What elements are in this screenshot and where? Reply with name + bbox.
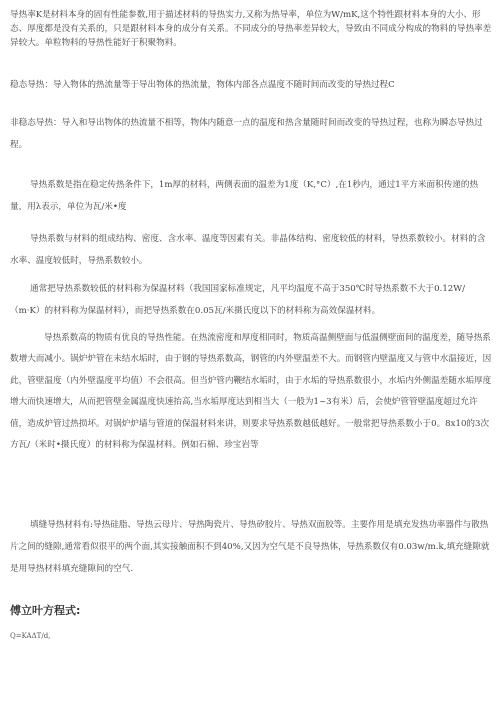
paragraph-gap-filling-materials: 填缝导热材料有:导热硅脂、导热云母片、导热陶瓷片、导热矽胶片、导热双面胶等。主要作用是填充发热功率器件与散热片之间的缝隙,通常看似很平的两个面,其实接触面积不到40%,又因为空气是不良导热体，导热系数仅有0.03w/m.k,填充缝隙就是用导热材料填充缝隙间的空气. bbox=[10, 520, 490, 574]
paragraph-coefficient-definition: 导热系数是指在稳定传热条件下，1m厚的材料，两侧表面的温差为1度（K,°C）,在1秒内，通过1平方米面积传递的热量，用λ表示，单位为瓦/米•度 bbox=[10, 180, 479, 212]
fourier-equation-heading: 傅立叶方程式: bbox=[10, 604, 81, 617]
paragraph-unsteady-state-conduction: 非稳态导热：导入和导出物体的热流量不相等，物体内随意一点的温度和热含量随时间而改变的导热过程，也称为瞬态导热过程。 bbox=[10, 118, 483, 150]
paragraph-thermal-conductivity-definition: 导热率K是材料本身的固有性能参数,用于描述材料的导热实力,又称为热导率，单位为W/mK,这个特性跟材料本身的大小、形态、厚度都是没有关系的，只是跟材料本身的成分有关系。不同成分的导热率差异较大，导致由不同成分构成的物料的导热率差异较大。单粒物料的导热性能好于积聚物料。 bbox=[10, 10, 492, 49]
paragraph-insulation-materials: 通常把导热系数较低的材料称为保温材料（我国国家标准规定，凡平均温度不高于350℃时导热系数不大于0.12W/（m·K）的材料称为保温材料），而把导热系数在0.05瓦/米摄氏度以下的材料称为高效保温材料。 bbox=[10, 284, 466, 316]
paragraph-coefficient-factors: 导热系数与材料的组成结构、密度、含水率、温度等因素有关。非晶体结构、密度较低的材料，导热系数较小。材料的含水率、温度较低时，导热系数较小。 bbox=[10, 234, 486, 266]
paragraph-boiler-tube-scale: 导热系数高的物质有优良的导热性能。在热流密度和厚度相同时，物质高温侧壁面与低温侧壁面间的温度差，随导热系数增大而减小。锅炉炉管在未结水垢时，由于钢的导热系数高，钢管的内外壁温差不大。而钢管内壁温度又与管中水温接近，因此，管壁温度（内外壁温度平均值）不会很高。但当炉管内鞭结水垢时，由于水垢的导热系数很小，水垢内外侧温差随水垢厚度增大而快速增大，从而把管壁金属温度快速抬高,当水垢厚度达到相当大（一般为1~3有米）后，会使炉管管壁温度超过允许值，造成炉管过热损坏。对锅炉炉墙与管道的保温材料来讲，则要求导热系数越低越好。一般常把导热系数小于0。8x10的3次方瓦/（米时•摄氏度）的材料称为保温材料。例如石棉、珍宝岩等 bbox=[10, 333, 492, 451]
paragraph-steady-state-conduction: 稳态导热：导入物体的热流量等于导出物体的热流量，物体内部各点温度不随时间而改变的导热过程C bbox=[10, 80, 395, 90]
fourier-equation-formula: Q=KAΔT/d, bbox=[10, 632, 51, 640]
